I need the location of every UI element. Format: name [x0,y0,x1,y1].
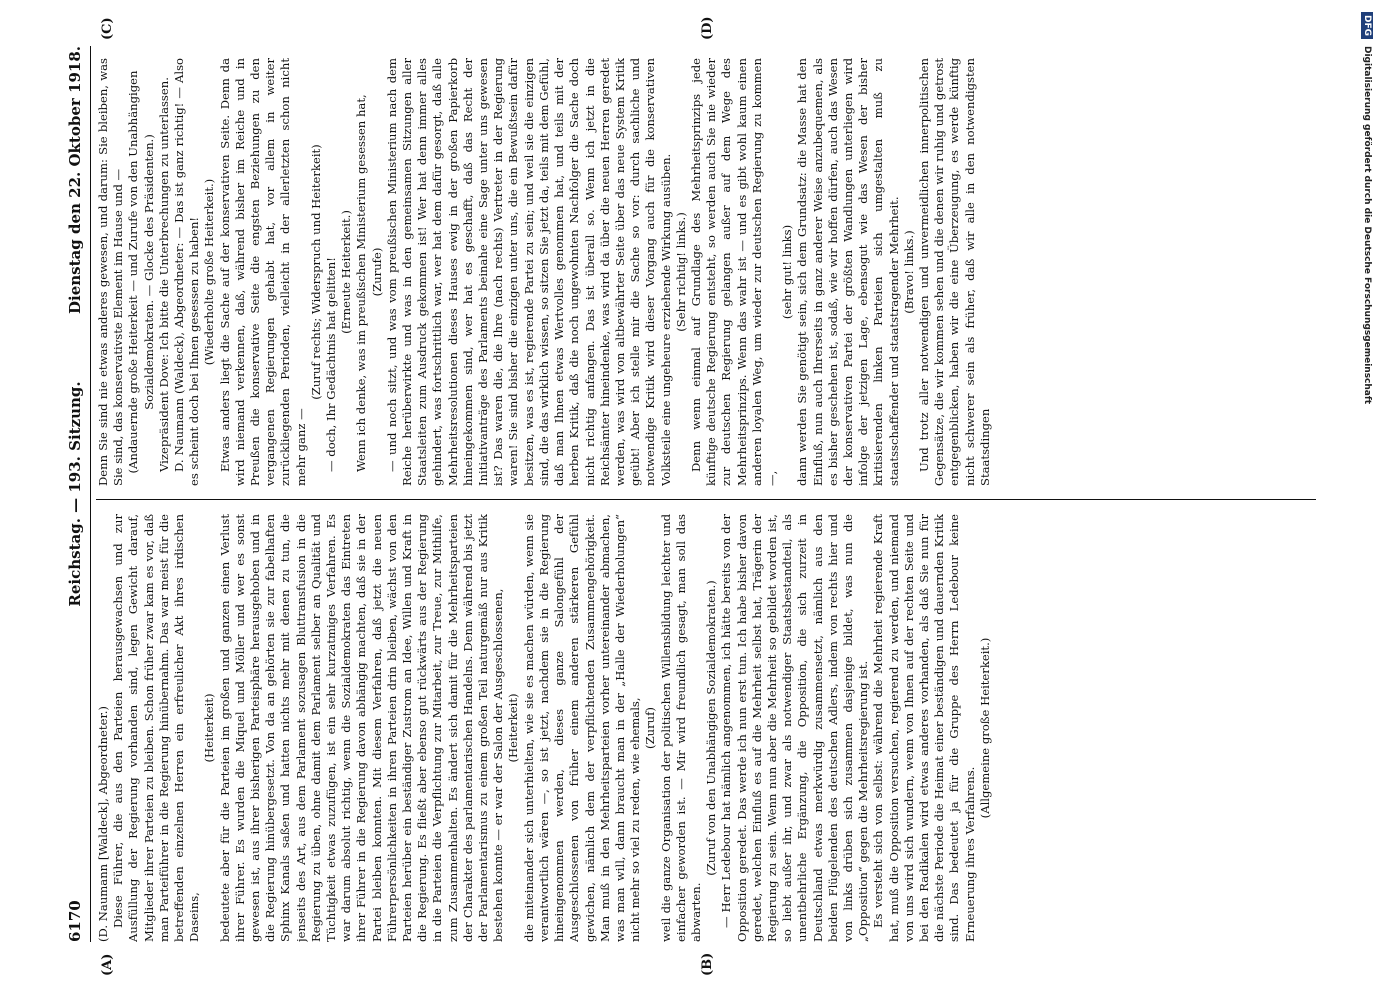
paragraph: bedeutete aber für die Parteien im großen und ganzen einen Verlust ihrer Führer. Es wurden die Miquel und Möller und wer es sonst gewesen ist, aus ihrer bisherigen Parteisphäre herausgehoben und in die Regierung hinübergesetzt. Von da an gehörten sie zur fabelhaften Sphinx Kanals saßen und hatten nichts mehr mit denen zu tun, die jenseits des Art, aus dem Parlament sozusagen Bluttransfusion in die Regierung zu üben, ohne damit dem Parlament selber an Qualität und Tüchtigkeit etwas zuzufügen, ist ein sehr kurzatmiges Verfahren. Es war darum absolut richtig, wenn die Sozialdemokraten das Eintreten ihrer Führer in die Regierung davon abhängig machten, daß sie in der Partei bleiben konnten. Mit diesem Verfahren, daß jetzt die neuen Führerpersönlichkeiten in ihren Parteien drin bleiben, wächst von den Parteien herüber ein beständiger Zustrom an Idee, Willen und Kraft in die Regierung. Es fließt aber ebenso gut rückwärts aus der Regierung in die Parteien die Verpflichtung zur Mitarbeit, zur Treue, zur Mithilfe, zum Zusammenhalten. Es ändert sich damit für die Mehrheitsparteien der Charakter des parlamentarischen Handelns. Denn während bis jetzt der Parlamentarismus zu einem großen Teil naturgemäß nur aus Kritik bestehen konnte — er war der Salon der Ausgeschlossenen, [217,514,506,942]
paragraph: die miteinander sich unterhielten, wie sie es machen würden, wenn sie verantwortlich wären —, so ist jetzt, nachdem sie in die Regierung hineingenommen werden, dieses ganze Salongefühl der Ausgeschlossenen von früher einem anderen stärkeren Gefühl gewichen, nämlich dem der verpflichtenden Zusammengehörigkeit. Man muß in den Mehrheitsparteien vorher untereinander abmachen, was man will, dann braucht man in der „Halle der Wiederholungen“ nicht mehr so viel zu reden, wie ehemals, [521,514,643,942]
interjection: (Andauernde große Heiterkeit — und Zurufe von den Unabhängigen Sozialdemokraten. — Glocke des Präsidenten.) [126,70,156,474]
dfg-logo: DFG [1361,12,1373,39]
interjection: (Wiederholte große Heiterkeit.) [202,178,217,366]
paragraph: — doch, Ihr Gedächtnis hat gelitten! [324,257,339,472]
paragraph: Und trotz aller notwendigen und unvermeidlichen innerpolitischen Gegensätze, die wir kommen sehen und die denen wir ruhig und getrost entgegenblicken, haben wir die eine Überzeugung, es werde künftig nicht schwerer sein als früher, daß wir alle in den notwendigsten Staatsdingen [916,58,992,486]
paragraph: D. Naumann (Waldeck), Abgeordneter: — Das ist ganz richtig! — Also es scheint doch bei Ihnen gesessen zu haben! [172,58,202,486]
interjection: (Sehr richtig! links.) [673,212,688,332]
paragraph: — und noch sitzt, und was vom preußischen Ministerium nach dem Reiche herüberwirkte und was in den gemeinsamen Sitzungen aller Staatsleiten zum Ausdruck gekommen ist! Wer hat denn immer alles gehindert, was fortschrittlich war, wer hat dem dafür gesorgt, daß alle Mehrheitsresolutionen dieses Hauses ewig in der großen Papierkorb hineingekommen sind, wer hat es geschafft, daß das Recht der Initiativanträge des Parlaments beinahe eine Sage unter uns gewesen ist? Das waren die, die Ihre (nach rechts) Vertreter in der Regierung waren! Sie sind bisher die einzigen unter uns, die ein Bewußtsein dafür besitzen, was es ist, regierende Partei zu sein; und weil sie die einzigen sind, die das wirklich wissen, so sitzen Sie jetzt da, teils mit dem Gefühl, daß man Ihnen etwas Wertvolles genommen hat, und teils mit der herben Kritik, daß die noch ungewohnten Nachfolger die Sache doch nicht richtig anfangen. Das ist überall so. Wenn ich jetzt in die Reichsämter hineindenke, was wird da über die neuen Herren geredet werden, was wird von altbewährter Seite über das neue System Kritik geübt! Aber ich stelle mir die Sache so vor: durch sachliche und notwendige Kritik wird dieser Vorgang auch für die konservativen Volksteile eine ungeheure erziehende Wirkung ausüben. [384,58,673,486]
digitization-credit: Digitalisierung gefördert durch die Deutsche Forschungsgemeinschaft [1362,46,1372,405]
margin-marker-d: (D) [700,16,715,40]
interjection: (Allgemeine große Heiterkeit.) [977,637,992,819]
footer-strip [1355,0,1377,1000]
paragraph: dann werden Sie genötigt sein, sich dem Grundsatz: die Masse hat den Einfluß, nun auch Ihrerseits in ganz anderer Weise anzubequemen, als es bisher geschehen ist, sodaß, wie wir hoffen dürfen, auch das Wesen der konservativen Partei der größten Wandlungen unterliegen wird infolge der jetzigen Lage, ebensogut wie das Wesen der bisher kritisierenden linken Parteien sich umgestalten muß zu staatsschaffender und staatstragender Mehrheit. [795,58,901,486]
margin-marker-c: (C) [100,17,115,40]
interjection: (sehr gut! links) [780,224,795,320]
paragraph: Wenn ich denke, was im preußischen Ministerium gesessen hat, [354,94,369,472]
paragraph: Diese Führer, die aus den Parteien herausgewachsen und zur Ausfüllung der Regierung vorhanden sind, legen Gewicht darauf, Mitglieder ihrer Parteien zu bleiben. Schon früher zwar kam es vor, daß man Parteiführer in die Regierung hinübernahm. Das war meist für die betreffenden einzelnen Herren ein erfreulicher Akt ihres irdischen Daseins, [111,514,202,942]
margin-marker-a: (A) [100,953,115,976]
paragraph: Etwas anders liegt die Sache auf der konservativen Seite. Denn da wird niemand verkennen, daß, während bisher im Reiche und in Preußen die konservative Seite die engsten Beziehungen zu den vergangenen Regierungen gehabt hat, vor allem in weiter zurückliegenden Perioden, vielleicht in der allerletzten schon nicht mehr ganz — [217,58,308,486]
interjection: (Bravo! links.) [901,230,916,314]
margin-marker-b: (B) [700,952,715,976]
column-divider [96,499,1316,500]
interjection: (Zuruf rechts; Widerspruch und Heiterkeit) [308,144,323,400]
page-number: 6170 [66,900,84,942]
page-header [64,46,91,942]
interjection: (Erneute Heiterkeit.) [339,210,354,334]
paragraph: — Herr Ledebour hat nämlich angenommen, ich hätte bereits von der Opposition geredet. Das werde ich nun erst tun. Ich habe bisher davon geredet, welchen Einfluß es auf die Mehrheit selbst hat, Trägerin der Regierung zu sein. Wenn nun aber die Mehrheit so gebildet worden ist, so liebt außer ihr, und zwar als notwendiger Staatsbestandteil, als unentbehrliche Ergänzung, die Opposition, die sich zurzeit in Deutschland etwas merkwürdig zusammensetzt, nämlich aus den beiden Flügelenden des deutschen Adlers, indem von rechts hier und von links drüben sich zusammen dasjenige bildet, was nun die „Opposition“ gegen die Mehrheitsregierung ist. [719,514,871,942]
interjection: (Zuruf) [643,707,658,749]
interjection: (Zurufe) [369,247,384,297]
session-title: Reichstag. — 193. Sitzung. [66,381,84,607]
interjection: (Heiterkeit) [202,693,217,763]
paragraph: Es versteht sich von selbst: während die Mehrheit regierende Kraft hat, muß die Opposition versuchen, regierend zu werden, und niemand von uns wird sich wundern, wenn von Ihnen auf der rechten Seite und bei den Radikalen wird etwas anderes vorhanden, als daß Sie nun für die nächste Periode die Heimat einer beständigen und dauernden Kritik sind. Das bedeutet ja für die Gruppe des Herrn Ledebour keine Erneuerung ihres Verfahrens. [871,514,977,942]
interjection: (Heiterkeit) [506,693,521,763]
paragraph: (D. Naumann [Waldeck], Abgeordneter.) [96,706,110,942]
paragraph: Denn Sie sind nie etwas anderes gewesen, und darum: Sie bleiben, was Sie sind, das konservativste Element im Hause und — [96,58,126,486]
interjection: (Zuruf von den Unabhängigen Sozialdemokraten.) [704,580,719,876]
right-text-column [96,58,1322,486]
paragraph: weil die ganze Organisation der politischen Willensbildung leichter und einfacher geworden ist. — Mir wird freundlich gesagt, man soll das abwarten. [658,514,703,942]
left-text-column [96,514,1322,942]
session-date: Dienstag den 22. Oktober 1918. [66,46,84,314]
paragraph: Vizepräsident Dove: Ich bitte die Unterbrechungen zu unterlassen. [156,77,171,472]
paragraph: Denn wenn einmal auf Grundlage des Mehrheitsprinzips jede künftige deutsche Regierung entsteht, so werden auch Sie nie wieder zur deutschen Regierung gelangen außer auf dem Wege des Mehrheitsprinzips. Wenn das wahr ist — und es gibt wohl kaum einen anderen loyalen Weg, um wieder zur deutschen Regierung zu kommen —, [688,58,779,486]
